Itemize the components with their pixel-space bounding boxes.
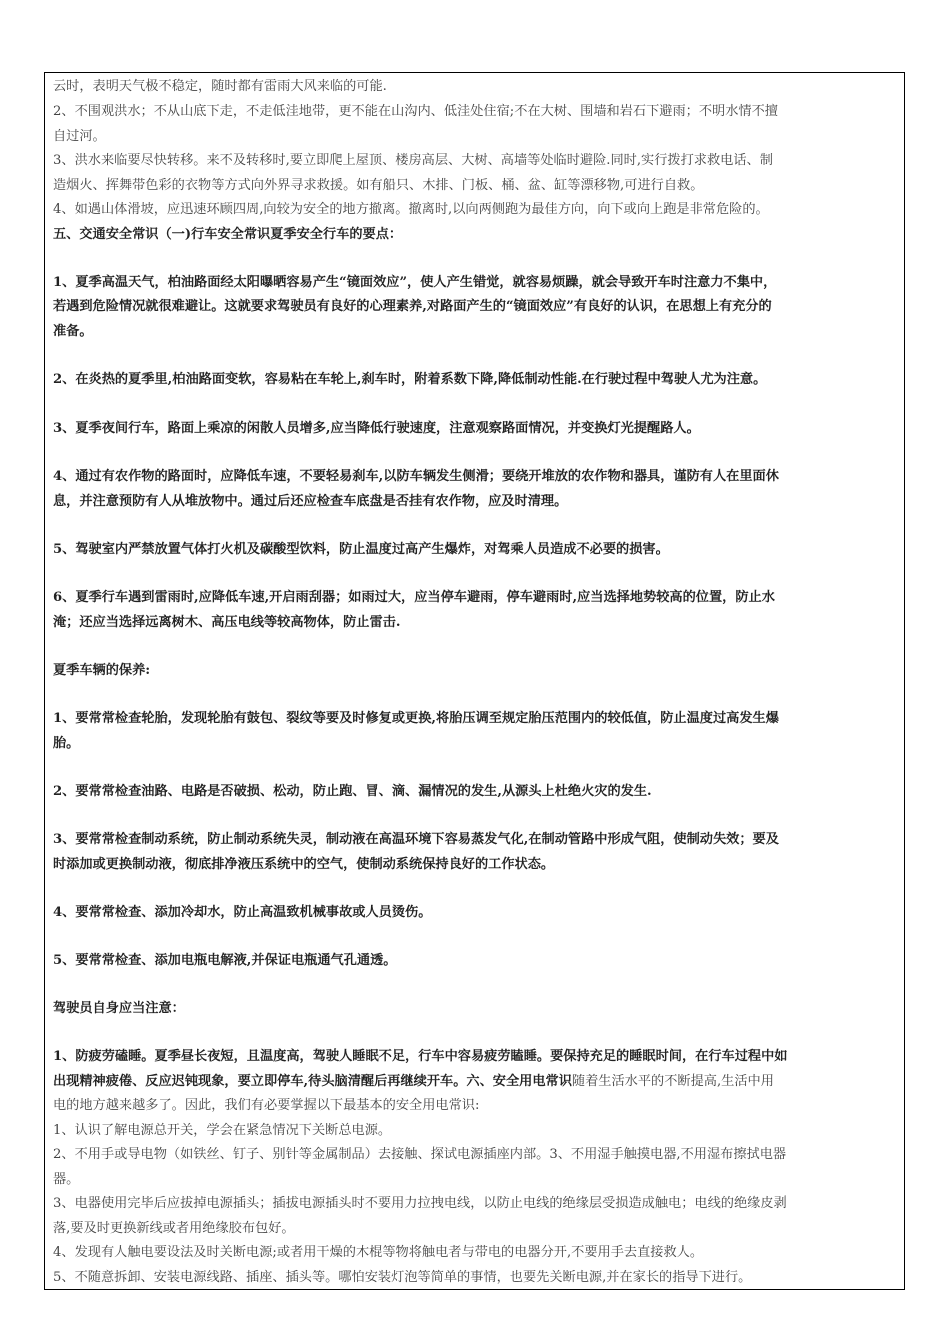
maintenance-point-1-line-1: 1、要常常检查轮胎，发现轮胎有鼓包、裂纹等要及时修复或更换,将胎压调至规定胎压范围内的较低值，防止温度过高发生爆 [53, 711, 779, 726]
driver-point-1-line-1: 1、防疲劳磕睡。夏季昼长夜短，且温度高，驾驶人睡眠不足，行车中容易疲劳瞌睡。要保持充足的睡眠时间，在行车过程中如 [53, 1049, 788, 1064]
electric-point-3-line-2: 落,要及时更换新线或者用绝缘胶布包好。 [53, 1221, 295, 1236]
electric-point-2-line-1: 2、不用手或导电物（如铁丝、钉子、别针等金属制品）去接触、探试电源插座内部。3、不用湿手触摸电器,不用湿布擦拭电器 [53, 1147, 787, 1162]
flood-line-3: 自过河。 [53, 129, 106, 144]
flood-line-6: 4、如遇山体滑坡，应迅速环顾四周,向较为安全的地方撤离。撤离时,以向两侧跑为最佳方向，向下或向上跑是非常危险的。 [53, 202, 769, 217]
traffic-point-5: 5、驾驶室内严禁放置气体打火机及碳酸型饮料，防止温度过高产生爆炸，对驾乘人员造成不必要的损害。 [53, 542, 669, 557]
driver-point-1-line-2 [53, 1070, 898, 1094]
driver-point-1-normal-part: 随着生活水平的不断提高,生活中用 [571, 1074, 774, 1089]
electric-intro: 电的地方越来越多了。因此，我们有必要掌握以下最基本的安全用电常识: [53, 1098, 480, 1113]
traffic-point-4-line-2: 息，并注意预防有人从堆放物中。通过后还应检查车底盘是否挂有农作物，应及时清理。 [53, 494, 568, 509]
electric-point-5: 5、不随意拆卸、安装电源线路、插座、插头等。哪怕安装灯泡等简单的事情，也要先关断电源,并在家长的指导下进行。 [53, 1270, 752, 1285]
traffic-point-6-line-1: 6、夏季行车遇到雷雨时,应降低车速,开启雨刮器；如雨过大，应当停车避雨，停车避雨时,应当选择地势较高的位置，防止水 [53, 590, 775, 605]
traffic-point-6-line-2: 淹；还应当选择远离树木、高压电线等较高物体，防止雷击. [53, 615, 401, 630]
flood-line-5: 造烟火、挥舞带色彩的衣物等方式向外界寻求救援。如有船只、木排、门板、桶、盆、缸等漂移物,可进行自救。 [53, 178, 704, 193]
maintenance-point-3-line-1: 3、要常常检查制动系统，防止制动系统失灵，制动液在高温环境下容易蒸发气化,在制动管路中形成气阻，使制动失效；要及 [53, 832, 779, 847]
electric-point-1: 1、认识了解电源总开关，学会在紧急情况下关断总电源。 [53, 1123, 392, 1138]
maintenance-point-5: 5、要常常检查、添加电瓶电解液,并保证电瓶通气孔通透。 [53, 953, 397, 968]
traffic-point-3: 3、夏季夜间行车，路面上乘凉的闲散人员增多,应当降低行驶速度，注意观察路面情况，并变换灯光提醒路人。 [53, 421, 700, 436]
maintenance-point-2: 2、要常常检查油路、电路是否破损、松动，防止跑、冒、滴、漏情况的发生,从源头上杜绝火灾的发生. [53, 784, 652, 799]
maintenance-point-3-line-2: 时添加或更换制动液，彻底排净液压系统中的空气，使制动系统保持良好的工作状态。 [53, 857, 555, 872]
traffic-heading: 五、交通安全常识（一)行车安全常识夏季安全行车的要点： [53, 227, 403, 242]
traffic-point-1-line-3: 准备。 [53, 324, 93, 339]
maintenance-heading: 夏季车辆的保养: [53, 663, 151, 678]
maintenance-point-4: 4、要常常检查、添加冷却水，防止高温致机械事故或人员烫伤。 [53, 905, 432, 920]
flood-line-4: 3、洪水来临要尽快转移。来不及转移时,要立即爬上屋顶、楼房高层、大树、高墙等处临时避险.同时,实行拨打求救电话、制 [53, 153, 773, 168]
electric-point-4: 4、发现有人触电要设法及时关断电源;或者用干燥的木棍等物将触电者与带电的电器分开,不要用手去直接救人。 [53, 1245, 704, 1260]
traffic-point-4-line-1: 4、通过有农作物的路面时，应降低车速，不要轻易刹车,以防车辆发生侧滑；要绕开堆放的农作物和器具，谨防有人在里面休 [53, 469, 779, 484]
traffic-point-2: 2、在炎热的夏季里,柏油路面变软，容易粘在车轮上,刹车时，附着系数下降,降低制动性能.在行驶过程中驾驶人尤为注意。 [53, 372, 767, 387]
maintenance-point-1-line-2: 胎。 [53, 736, 80, 751]
electric-point-3-line-1: 3、电器使用完毕后应拔掉电源插头；插拔电源插头时不要用力拉拽电线，以防止电线的绝缘层受损造成触电；电线的绝缘皮剥 [53, 1196, 787, 1211]
electric-point-2-line-2: 器。 [53, 1172, 80, 1187]
traffic-point-1-line-2: 若遇到危险情况就很难避让。这就要求驾驶员有良好的心理素养,对路面产生的“镜面效应”有良好的认识，在思想上有充分的 [53, 299, 772, 314]
flood-line-1: 云时，表明天气极不稳定，随时都有雷雨大风来临的可能. [53, 79, 387, 94]
traffic-point-1-line-1: 1、夏季高温天气，柏油路面经太阳曝晒容易产生“镜面效应”，使人产生错觉，就容易烦躁，就会导致开车时注意力不集中， [53, 275, 777, 290]
driver-point-1-bold-part: 出现精神疲倦、反应迟钝现象，要立即停车,待头脑清醒后再继续开车。六、安全用电常识 [53, 1074, 572, 1089]
document-frame [44, 72, 905, 1290]
flood-line-2: 2、不围观洪水；不从山底下走，不走低洼地带，更不能在山沟内、低洼处住宿;不在大树、围墙和岩石下避雨；不明水情不擅 [53, 104, 778, 119]
driver-heading: 驾驶员自身应当注意： [53, 1001, 185, 1016]
